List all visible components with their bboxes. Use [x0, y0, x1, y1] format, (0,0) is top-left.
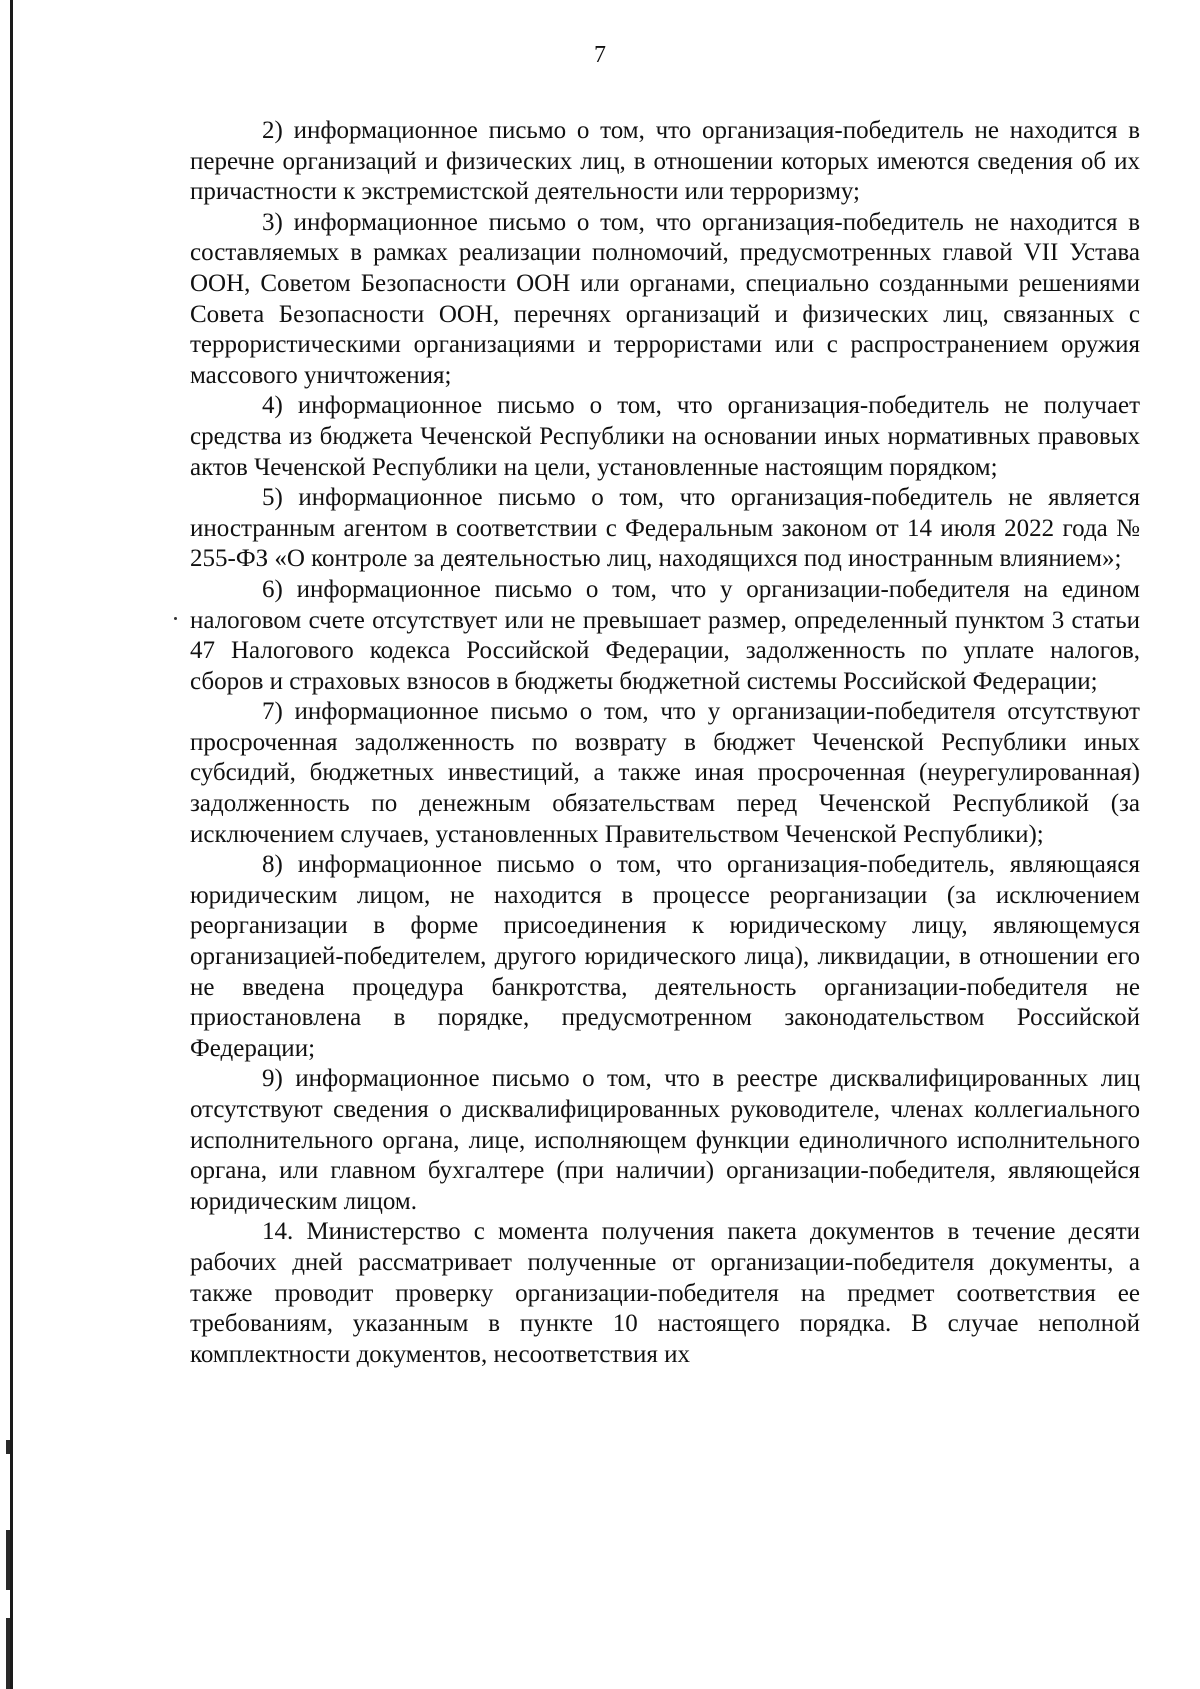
scan-speck	[174, 617, 177, 620]
page-number: 7	[594, 42, 606, 68]
scan-edge-mark	[6, 1530, 10, 1590]
document-body	[190, 116, 1140, 1370]
scan-edge-mark	[6, 1618, 10, 1689]
paragraph-item-6: 6) информационное письмо о том, что у организации-победителя на едином налоговом счете отсутствует или не превышает размер, определенный пунктом 3 статьи 47 Налогового кодекса Российской Федерации, задолженность по уплате налогов, сборов и страховых взносов в бюджеты бюджетной системы Российской Федерации;	[190, 575, 1140, 695]
scan-edge-mark	[6, 1440, 10, 1454]
scan-edge-line	[10, 0, 13, 1689]
paragraph-item-7: 7) информационное письмо о том, что у организации-победителя отсутствуют просроченная задолженность по возврату в бюджет Чеченской Республики иных субсидий, бюджетных инвестиций, а также иная просроченная (неурегулированная) задолженность по денежным обязательствам перед Чеченской Республикой (за исключением случаев, установленных Правительством Чеченской Республики);	[190, 698, 1140, 848]
paragraph-item-5: 5) информационное письмо о том, что организация-победитель не является иностранным агентом в соответствии с Федеральным законом от 14 июля 2022 года № 255-ФЗ «О контроле за деятельностью лиц, находящихся под иностранным влиянием»;	[190, 484, 1140, 573]
paragraph-item-4: 4) информационное письмо о том, что организация-победитель не получает средства из бюджета Чеченской Республики на основании иных нормативных правовых актов Чеченской Республики на цели, установленные настоящим порядком;	[190, 392, 1140, 481]
paragraph-item-3: 3) информационное письмо о том, что организация-победитель не находится в составляемых в рамках реализации полномочий, предусмотренных главой VII Устава ООН, Советом Безопасности ООН или органами, специально созданными решениями Совета Безопасности ООН, перечнях организаций и физических лиц, связанных с террористическими организациями и террористами или с распространением оружия массового уничтожения;	[190, 208, 1140, 389]
paragraph-item-8: 8) информационное письмо о том, что организация-победитель, являющаяся юридическим лицом, не находится в процессе реорганизации (за исключением реорганизации в форме присоединения к юридическому лицу, являющемуся организацией-победителем, другого юридического лица), ликвидации, в отношении его не введена процедура банкротства, деятельность организации-победителя не приостановлена в порядке, предусмотренном законодательством Российской Федерации;	[190, 851, 1140, 1062]
paragraph-item-2: 2) информационное письмо о том, что организация-победитель не находится в перечне организаций и физических лиц, в отношении которых имеются сведения об их причастности к экстремистской деятельности или терроризму;	[190, 117, 1140, 206]
paragraph-clause-14: 14. Министерство с момента получения пакета документов в течение десяти рабочих дней рассматривает полученные от организации-победителя документы, а также проводит проверку организации-победителя на предмет соответствия ее требованиям, указанным в пункте 10 настоящего порядка. В случае неполной комплектности документов, несоответствия их	[190, 1218, 1140, 1368]
paragraph-item-9: 9) информационное письмо о том, что в реестре дисквалифицированных лиц отсутствуют сведения о дисквалифицированных руководителе, членах коллегиального исполнительного органа, лице, исполняющем функции единоличного исполнительного органа, или главном бухгалтере (при наличии) организации-победителя, являющейся юридическим лицом.	[190, 1065, 1140, 1215]
